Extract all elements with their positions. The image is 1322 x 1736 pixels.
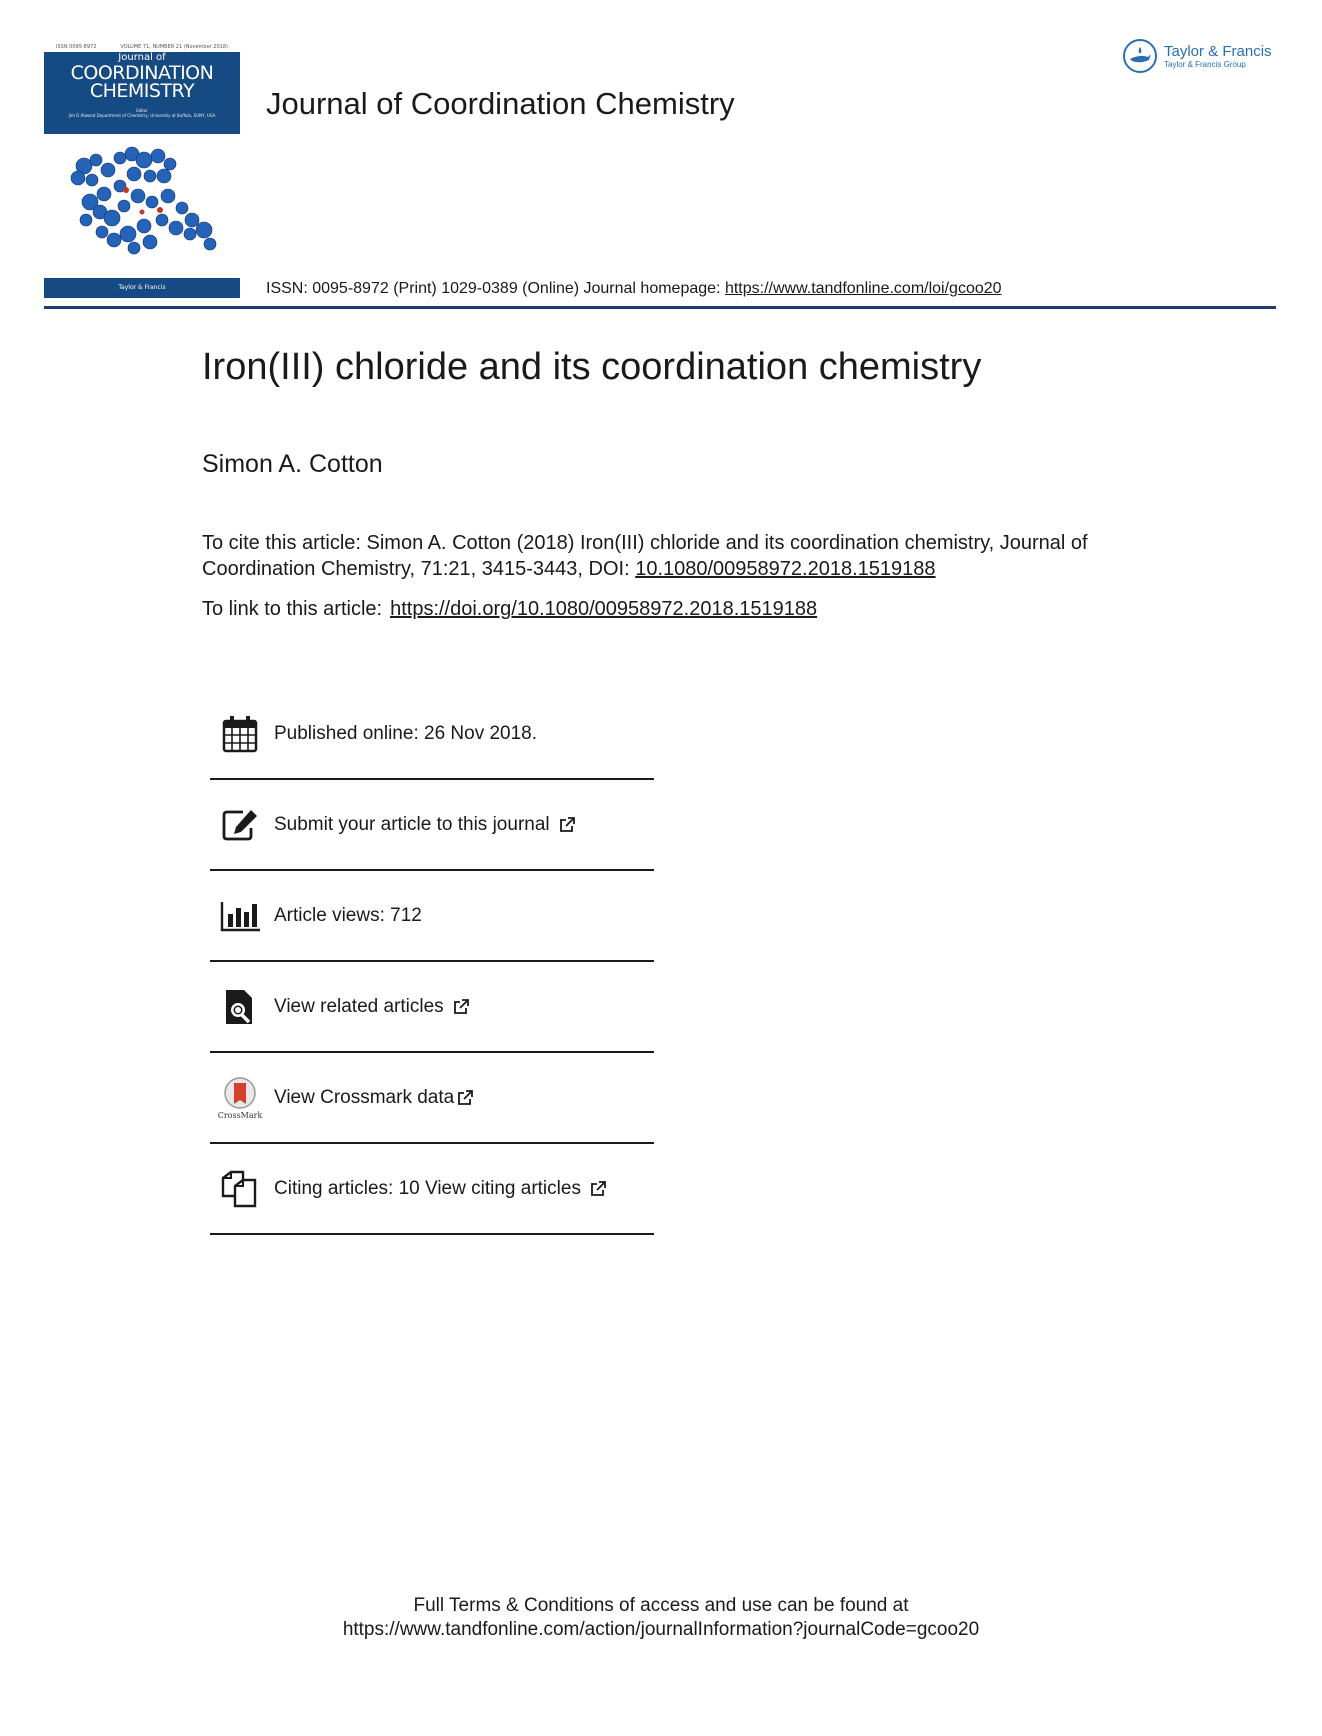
molecule-image [64,146,224,266]
publisher-logo-text [1164,43,1272,69]
terms-url[interactable]: https://www.tandfonline.com/action/journalInformation?journalCode=gcoo20 [342,1619,980,1640]
journal-name: Journal of Coordination Chemistry [266,86,735,121]
documents-icon [220,1169,260,1209]
list-item-citing[interactable] [210,1144,654,1233]
cover-meta [44,42,240,52]
cover-title-line2: CHEMISTRY [89,80,195,102]
publisher-logo[interactable] [1122,38,1272,74]
issn-line [266,280,1002,298]
citing-articles-link[interactable]: Citing articles: 10 View citing articles [274,1177,581,1199]
crossmark-icon [217,1078,263,1120]
article-author: Simon A. Cotton [202,450,383,478]
publisher-name: Taylor & Francis [1164,43,1272,60]
cover-editor [48,108,236,118]
external-link-icon [456,1089,474,1107]
publisher-lamp-icon [1122,38,1158,74]
cite-text: Simon A. Cotton (2018) Iron(III) chloride and its coordination chemistry, Journal of Coordination Chemistry, 71:21, 3415-3443, DOI: [202,532,1088,580]
article-info-list [210,690,654,1235]
external-link-icon [452,998,470,1016]
publisher-sub: Taylor & Francis Group [1164,60,1246,69]
bar-chart-icon [220,896,260,936]
cover-title-block [44,42,240,134]
journal-cover [44,42,240,300]
issn-text: ISSN: 0095-8972 (Print) 1029-0389 (Online) Journal homepage: [266,280,725,297]
terms-footer [0,1594,1322,1642]
article-doi-link[interactable]: https://doi.org/10.1080/00958972.2018.1519188 [390,598,818,620]
calendar-icon [220,714,260,754]
article-title: Iron(III) chloride and its coordination chemistry [202,346,982,388]
cover-editor-text: Jim D Atwood Department of Chemistry, University at Buffalo, SUNY, USA [68,113,216,118]
list-item-related[interactable] [210,962,654,1051]
list-item-views [210,871,654,960]
cite-label: To cite this article: [202,532,361,554]
cover-publisher: Taylor & Francis [44,278,240,298]
external-link-icon [558,816,576,834]
list-item-submit[interactable] [210,780,654,869]
header-divider [44,306,1276,309]
cover-editor-label: Editor [136,108,148,113]
article-views: Article views: 712 [274,904,422,926]
citation [202,530,1162,582]
cite-doi-link[interactable]: 10.1080/00958972.2018.1519188 [635,558,936,580]
journal-homepage-link[interactable]: https://www.tandfonline.com/loi/gcoo20 [724,280,1002,297]
document-search-icon [220,987,260,1027]
submit-article-link[interactable]: Submit your article to this journal [274,813,550,835]
crossmark-label: CrossMark [217,1110,263,1120]
cover-issn: ISSN 0095-8972 [56,44,97,50]
link-label: To link to this article: [202,598,383,620]
list-item-published [210,690,654,778]
cover-title-line1: COORDINATION [70,62,214,84]
terms-line: Full Terms & Conditions of access and use can be found at [413,1595,909,1616]
related-articles-link[interactable]: View related articles [274,995,444,1017]
list-divider [210,1233,654,1235]
cover-kicker: Journal of [118,52,166,63]
external-link-icon [589,1180,607,1198]
edit-icon [220,805,260,845]
crossmark-link[interactable]: View Crossmark data [274,1086,455,1108]
published-date: Published online: 26 Nov 2018. [274,723,538,744]
cover-volume: VOLUME 71, NUMBER 21 (November 2018) [120,44,228,50]
list-item-crossmark[interactable] [210,1053,654,1142]
article-link-line [202,598,817,621]
